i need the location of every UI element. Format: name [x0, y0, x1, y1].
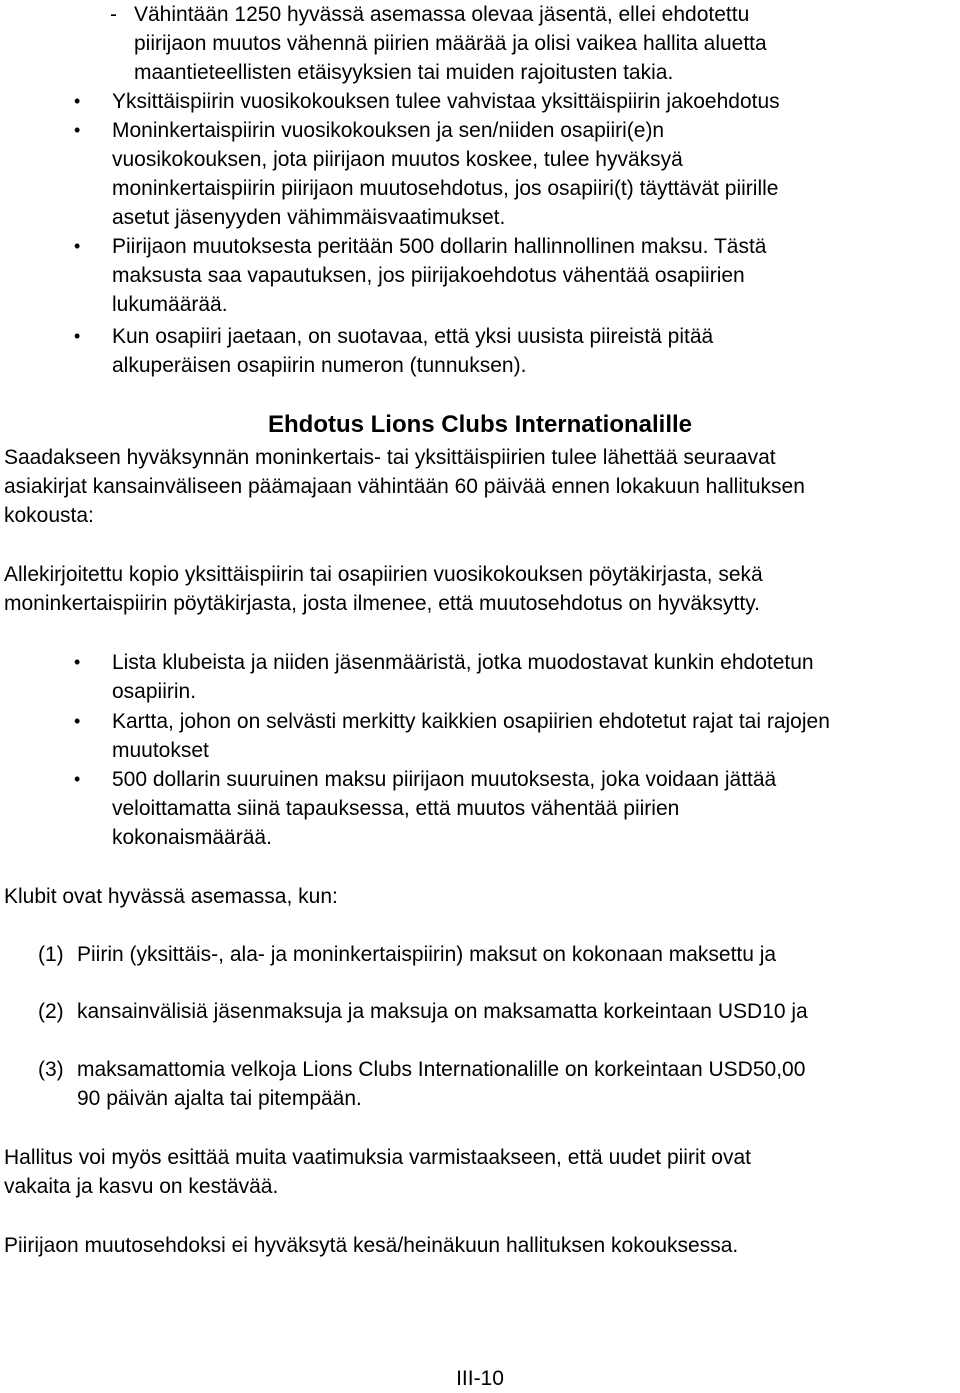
paragraph-line: Allekirjoitettu kopio yksittäispiirin tai osapiirien vuosikokouksen pöytäkirjasta, sekä [4, 563, 763, 586]
intro-line: piirijaon muutos vähennä piirien määrää ja olisi vaikea hallita aluetta [134, 32, 767, 55]
bullet-icon: • [74, 652, 81, 672]
numbered-line: kansainvälisiä jäsenmaksuja ja maksuja on maksamatta korkeintaan USD10 ja [77, 1000, 808, 1023]
paragraph-line: kokousta: [4, 504, 94, 527]
list-item-line: asetut jäsenyyden vähimmäisvaatimukset. [112, 206, 506, 229]
bullet-icon: • [74, 236, 81, 256]
list-item [112, 707, 830, 765]
numbered-label: (2) [38, 1000, 64, 1023]
paragraph [4, 1143, 751, 1201]
numbered-label: (1) [38, 943, 64, 966]
bullet-icon: • [74, 91, 81, 111]
list-item-line: osapiirin. [112, 680, 197, 703]
numbered-line: maksamattomia velkoja Lions Clubs Internationalille on korkeintaan USD50,00 [77, 1058, 806, 1081]
list-item-line: vuosikokouksen, jota piirijaon muutos koskee, tulee hyväksyä [112, 148, 683, 171]
list-item-line: muutokset [112, 739, 209, 762]
list-item [112, 87, 780, 116]
list-item-line: Moninkertaispiirin vuosikokouksen ja sen/niiden osapiiri(e)n [112, 119, 665, 142]
page-number: III-10 [456, 1367, 504, 1390]
numbered-item [77, 997, 808, 1026]
list-item-line: lukumäärää. [112, 293, 228, 316]
intro-line: Vähintään 1250 hyvässä asemassa olevaa jäsentä, ellei ehdotettu [134, 3, 750, 26]
list-item-line: moninkertaispiirin piirijaon muutosehdotus, jos osapiiri(t) täyttävät piirille [112, 177, 779, 200]
bullet-icon: • [74, 326, 81, 346]
list-item-line: maksusta saa vapautuksen, jos piirijakoehdotus vähentää osapiirien [112, 264, 745, 287]
list-item [112, 232, 767, 319]
paragraph-line: moninkertaispiirin pöytäkirjasta, josta ilmenee, että muutosehdotus on hyväksytty. [4, 592, 760, 615]
paragraph-line: Saadakseen hyväksynnän moninkertais- tai yksittäispiirien tulee lähettää seuraavat [4, 446, 776, 469]
bullet-icon: • [74, 769, 81, 789]
paragraph [4, 1231, 738, 1260]
numbered-item [77, 1055, 805, 1113]
intro-text [134, 0, 767, 87]
list-item-line: Kun osapiiri jaetaan, on suotavaa, että yksi uusista piireistä pitää [112, 325, 714, 348]
list-item [112, 648, 814, 706]
clubs-heading: Klubit ovat hyvässä asemassa, kun: [4, 885, 338, 908]
paragraph-line: Hallitus voi myös esittää muita vaatimuksia varmistaakseen, että uudet piirit ovat [4, 1146, 751, 1169]
paragraph-line: vakaita ja kasvu on kestävää. [4, 1175, 279, 1198]
list-item-line: 500 dollarin suuruinen maksu piirijaon muutoksesta, joka voidaan jättää [112, 768, 777, 791]
intro-line: maantieteellisten etäisyyksien tai muiden rajoitusten takia. [134, 61, 674, 84]
list-item-line: kokonaismäärää. [112, 826, 272, 849]
list-item-line: veloittamatta siinä tapauksessa, että muutos vähentää piirien [112, 797, 680, 820]
list-item-line: Kartta, johon on selvästi merkitty kaikkien osapiirien ehdotetut rajat tai rajojen [112, 710, 830, 733]
numbered-item [77, 940, 776, 969]
numbered-line: Piirin (yksittäis-, ala- ja moninkertaispiirin) maksut on kokonaan maksettu ja [77, 943, 777, 966]
numbered-line: 90 päivän ajalta tai pitempään. [77, 1087, 362, 1110]
paragraph-line: asiakirjat kansainväliseen päämajaan vähintään 60 päivää ennen lokakuun hallituksen [4, 475, 805, 498]
list-item [112, 765, 776, 852]
intro-dash: - [110, 3, 117, 26]
bullet-icon: • [74, 120, 81, 140]
list-item-line: Piirijaon muutoksesta peritään 500 dollarin hallinnollinen maksu. Tästä [112, 235, 767, 258]
numbered-label: (3) [38, 1058, 64, 1081]
list-item-line: alkuperäisen osapiirin numeron (tunnuksen). [112, 354, 527, 377]
list-item [112, 116, 778, 232]
list-item-line: Yksittäispiirin vuosikokouksen tulee vahvistaa yksittäispiirin jakoehdotus [112, 90, 780, 113]
list-item [112, 322, 713, 380]
section-heading: Ehdotus Lions Clubs Internationalille [267, 411, 693, 438]
list-item-line: Lista klubeista ja niiden jäsenmääristä, jotka muodostavat kunkin ehdotetun [112, 651, 814, 674]
paragraph [4, 443, 805, 530]
bullet-icon: • [74, 711, 81, 731]
paragraph [4, 560, 763, 618]
paragraph-line: Piirijaon muutosehdoksi ei hyväksytä kesä/heinäkuun hallituksen kokouksessa. [4, 1234, 739, 1257]
